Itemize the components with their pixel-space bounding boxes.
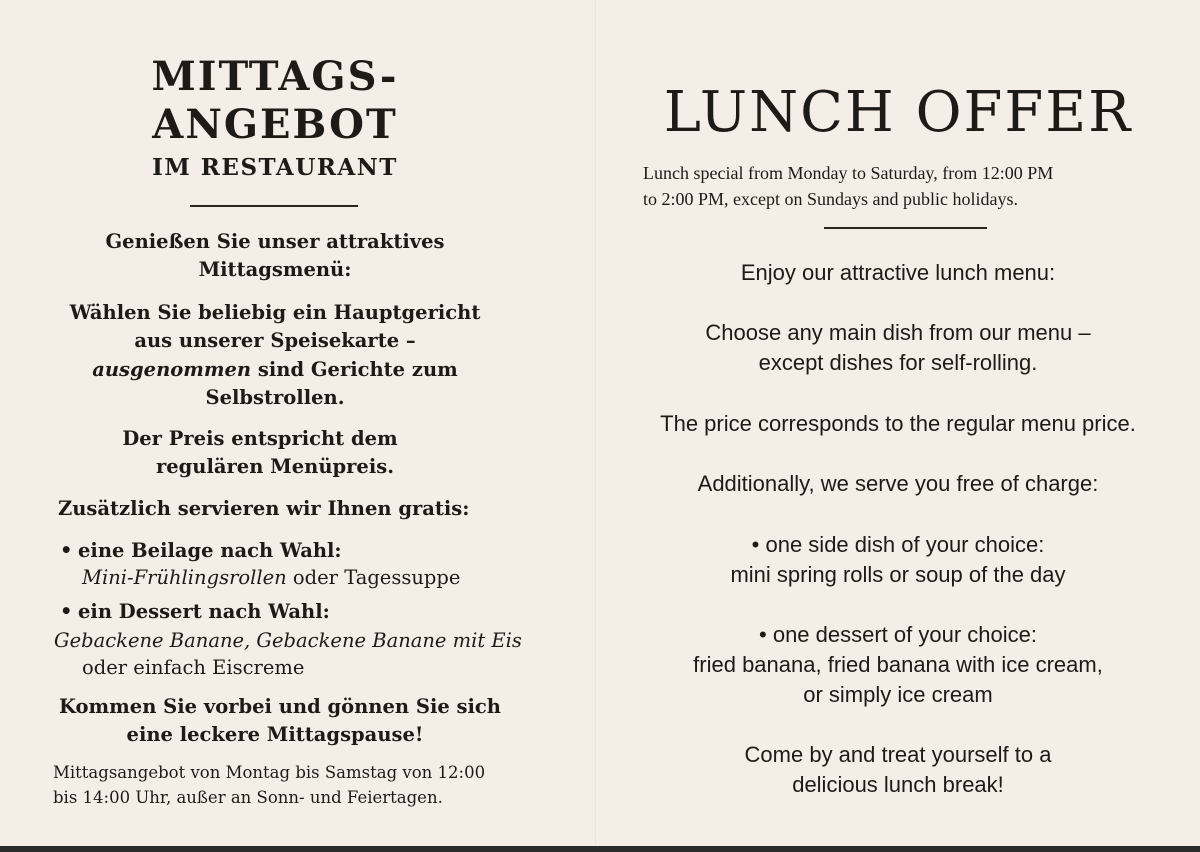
german-hours-line1: Mittagsangebot von Montag bis Samstag von 12:00 [53, 763, 486, 782]
german-price-line1: Der Preis entspricht dem [122, 427, 398, 450]
english-dessert-line1: • one dessert of your choice: [759, 622, 1037, 647]
english-closing-line1: Come by and treat yourself to a [744, 742, 1052, 767]
german-subtitle: IM RESTAURANT [152, 154, 398, 181]
german-intro-line2: Mittagsmenü: [198, 258, 352, 281]
german-intro-line1: Genießen Sie unser attraktives [105, 230, 445, 253]
german-dessert-heading [60, 599, 330, 625]
german-side-detail [82, 565, 460, 591]
english-dessert-line2: fried banana, fried banana with ice cream, [693, 652, 1103, 677]
german-side-heading [60, 538, 342, 564]
german-closing-line1: Kommen Sie vorbei und gönnen Sie sich [59, 695, 501, 718]
english-side-line1: • one side dish of your choice: [751, 532, 1045, 557]
german-side-heading-text: eine Beilage nach Wahl: [78, 539, 342, 562]
german-title-line1: MITTAGS- [151, 53, 399, 100]
german-choose-line2: aus unserer Speisekarte – [134, 329, 416, 352]
english-hours-line1: Lunch special from Monday to Saturday, from 12:00 PM [643, 163, 1054, 183]
german-choose-line4: Selbstrollen. [205, 386, 345, 409]
german-closing-line2: eine leckere Mittagspause! [126, 723, 424, 746]
german-price-line2: regulären Menüpreis. [155, 455, 395, 478]
german-dessert-italic: Gebackene Banane, Gebackene Banane mit Eis [54, 629, 522, 652]
english-price: The price corresponds to the regular menu price. [660, 411, 1136, 436]
english-free: Additionally, we serve you free of charge: [697, 471, 1099, 496]
german-choose-italic: ausgenommen [92, 358, 252, 381]
english-side-line2: mini spring rolls or soup of the day [730, 562, 1066, 587]
german-dessert-rest: oder einfach Eiscreme [82, 656, 305, 679]
english-closing-line2: delicious lunch break! [792, 772, 1004, 797]
bullet-dot: • [60, 600, 73, 623]
english-hours-line2: to 2:00 PM, except on Sundays and public holidays. [643, 189, 1018, 209]
german-free-line: Zusätzlich servieren wir Ihnen gratis: [58, 497, 470, 520]
german-dessert-heading-text: ein Dessert nach Wahl: [78, 600, 330, 623]
german-hours-line2: bis 14:00 Uhr, außer an Sonn- und Feiertagen. [53, 788, 443, 807]
bullet-dot: • [60, 539, 73, 562]
english-column [596, 0, 1200, 846]
german-title-line2: ANGEBOT [152, 101, 398, 148]
english-hours [643, 160, 1053, 212]
english-divider [824, 227, 987, 229]
english-choose-line2: except dishes for self-rolling. [758, 350, 1038, 375]
english-intro: Enjoy our attractive lunch menu: [740, 260, 1056, 285]
german-choose-line3 [0, 357, 550, 383]
german-side-rest: oder Tagessuppe [286, 566, 461, 589]
german-divider [190, 205, 358, 207]
english-choose-line1: Choose any main dish from our menu – [705, 320, 1091, 345]
german-column [0, 0, 590, 846]
german-choose-line3-rest: sind Gerichte zum [251, 358, 458, 381]
english-title: LUNCH OFFER [663, 80, 1133, 145]
bottom-edge [0, 846, 1200, 852]
english-dessert-line3: or simply ice cream [803, 682, 993, 707]
german-side-italic: Mini-Frühlingsrollen [82, 566, 287, 589]
german-choose-line1: Wählen Sie beliebig ein Hauptgericht [69, 301, 481, 324]
